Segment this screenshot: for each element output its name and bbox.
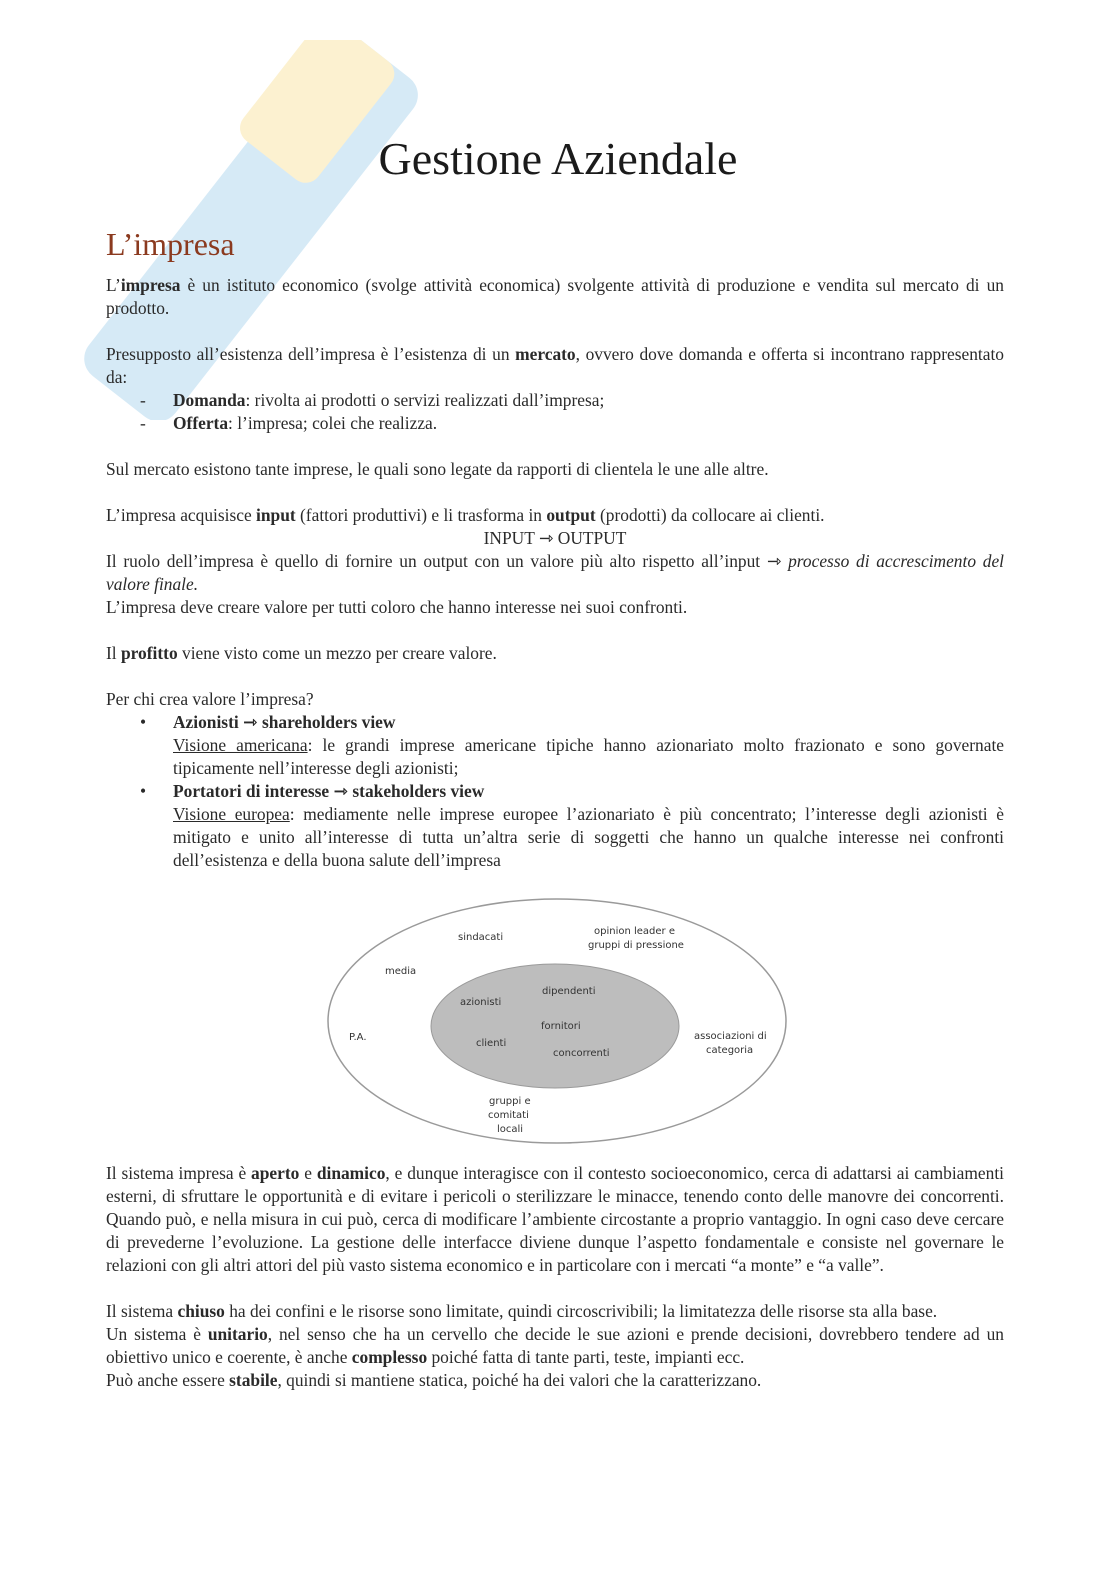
label-fornitori: fornitori [541,1021,581,1032]
market-list [106,389,1004,435]
paragraph-input-output: L’impresa acquisisce input (fattori produttivi) e li trasforma in output (prodotti) da collocare ai clienti. [106,505,825,525]
paragraph-profitto: Il profitto viene visto come un mezzo per creare valore. [106,643,497,663]
label-media: media [385,966,417,977]
label-sindacati: sindacati [458,932,504,943]
label-dipendenti: dipendenti [542,986,596,997]
body-text-bottom [106,1162,1004,1392]
label-associazioni: associazioni di [694,1031,767,1042]
page-title: Gestione Aziendale [378,133,738,184]
list-item: - Domanda: rivolta ai prodotti o servizi realizzati dall’impresa; [140,390,605,410]
label-categoria: categoria [706,1045,754,1056]
paragraph-impresa: L’impresa è un istituto economico (svolge attività economica) svolgente attività di produzione e vendita sul mercato di un prodotto. [106,275,1004,318]
label-clienti: clienti [476,1038,507,1049]
paragraph-sistema-aperto: Il sistema impresa è aperto e dinamico, e dunque interagisce con il contesto socioeconomico, cerca di adattarsi ai cambiamenti esterni, di sfruttare le opportunità e di evitare i pericoli o sterilizzare le minacce, tenendo conto delle manovre dei concorrenti. Quando può, e nella misura in cui può, cerca di modificare l’ambiente circostante a proprio vantaggio. In ogni caso deve cercare di prevederne l’evoluzione. La gestione delle interfacce diviene dunque l’aspetto fondamentale e consiste nel governare le relazioni con gli altri attori del più vasto sistema economico e in particolare con i mercati “a monte” e “a valle”. [106,1163,1004,1275]
stakeholders-diagram [322,896,792,1152]
list-item: • Portatori di interesse ⇾ stakeholders view Visione europea: mediamente nelle imprese europee l’azionariato è più concentrato; l’interesse degli azionisti è mitigato e unito all’interesse di tutta un’altra serie di soggetti che hanno un qualche interesse nei confronti dell’esistenza e della buona salute dell’impresa [140,781,1004,870]
label-opinion-leader: opinion leader e [594,926,675,937]
paragraph-question: Per chi crea valore l’impresa? [106,689,314,709]
label-gruppi-pressione: gruppi di pressione [588,940,684,951]
paragraph-ruolo: Il ruolo dell’impresa è quello di fornire un output con un valore più alto rispetto all’input ⇾ processo di accrescimento del valore finale. [106,551,1004,594]
label-comitati: comitati [488,1110,529,1121]
body-text-top [106,274,1004,872]
list-item: • Azionisti ⇾ shareholders view Visione americana: le grandi imprese americane tipiche hanno azionariato molto frazionato e sono governate tipicamente nell’interesse degli azionisti; [140,712,1005,778]
section-heading: L’impresa [106,226,235,262]
label-gruppi: gruppi e [489,1096,531,1107]
paragraph-clientela: Sul mercato esistono tante imprese, le quali sono legate da rapporti di clientela le une alle altre. [106,459,769,479]
input-output-line: INPUT ⇾ OUTPUT [483,528,627,548]
label-azionisti: azionisti [460,997,502,1008]
list-item: - Offerta: l’impresa; colei che realizza. [140,413,438,433]
paragraph-sistema-unitario: Un sistema è unitario, nel senso che ha un cervello che decide le sue azioni e prende decisioni, dovrebbero tendere ad un obiettivo unico e coerente, è anche complesso poiché fatta di tante parti, teste, impianti ecc. [106,1324,1004,1367]
paragraph-sistema-stabile: Può anche essere stabile, quindi si mantiene statica, poiché ha dei valori che la caratterizzano. [106,1370,762,1390]
label-concorrenti: concorrenti [553,1048,610,1059]
paragraph-valore: L’impresa deve creare valore per tutti coloro che hanno interesse nei suoi confronti. [106,597,688,617]
label-locali: locali [497,1124,524,1135]
paragraph-sistema-chiuso: Il sistema chiuso ha dei confini e le risorse sono limitate, quindi circoscrivibili; la limitatezza delle risorse sta alla base. [106,1301,938,1321]
views-list [106,711,1004,872]
label-pa: P.A. [349,1032,367,1043]
paragraph-mercato: Presupposto all’esistenza dell’impresa è l’esistenza di un mercato, ovvero dove domanda e offerta si incontrano rappresentato da: [106,344,1004,387]
